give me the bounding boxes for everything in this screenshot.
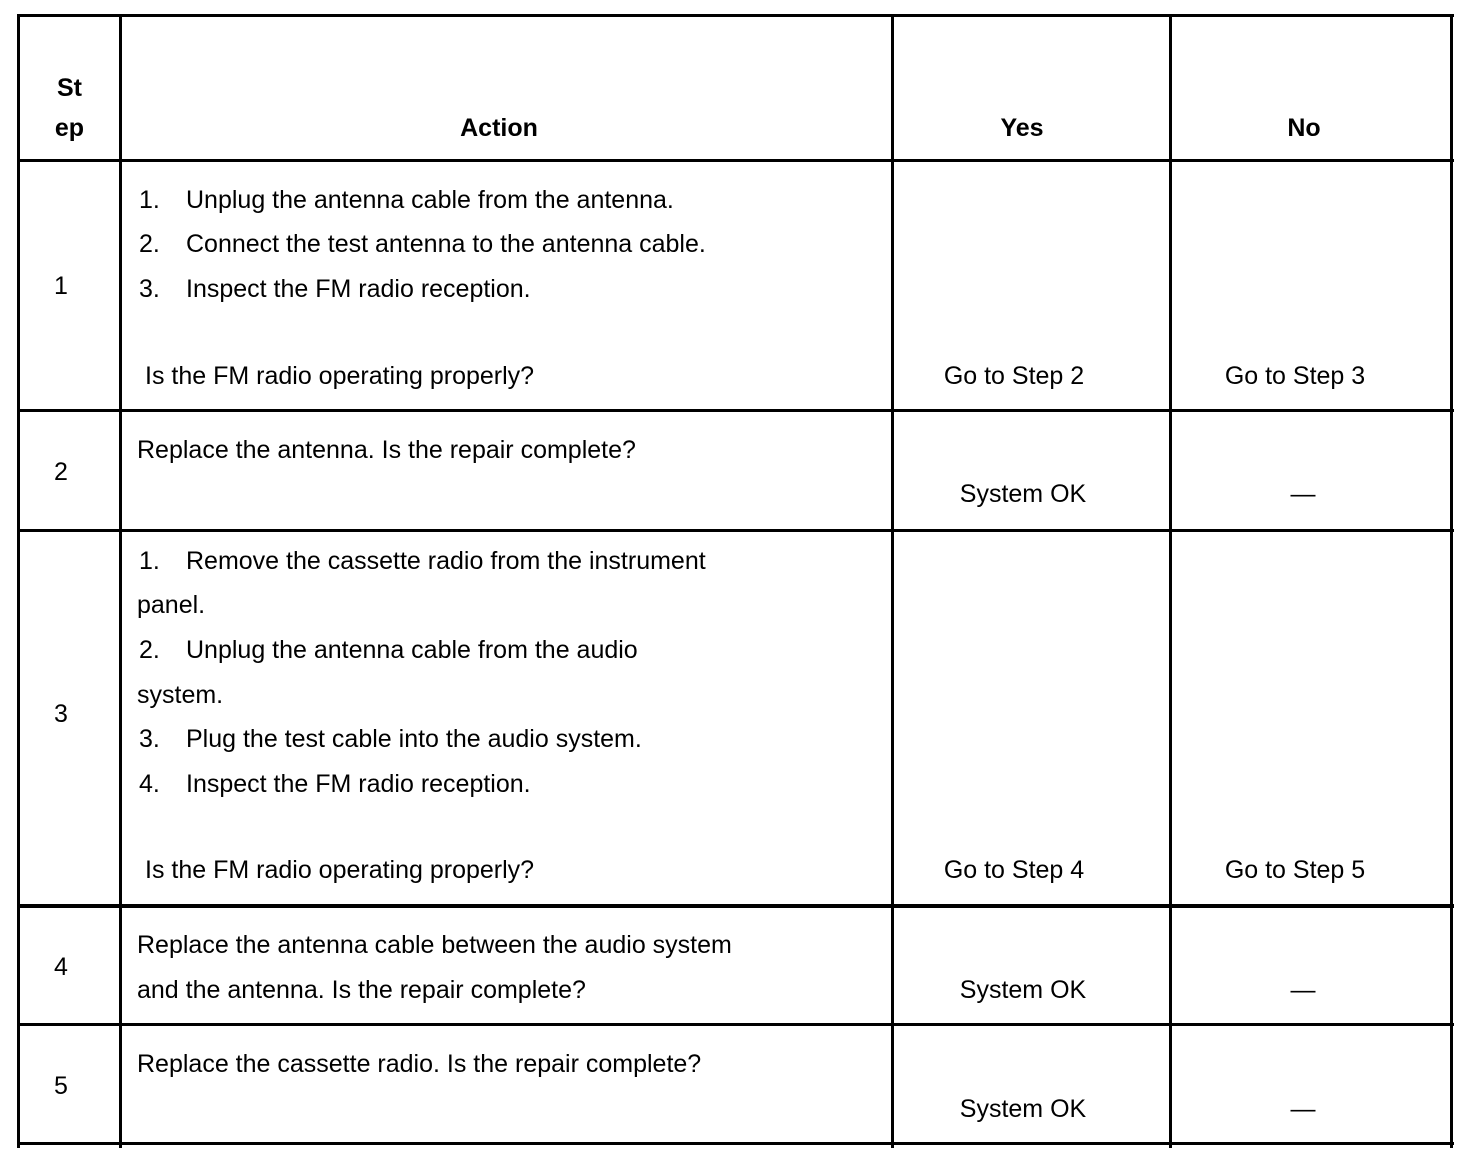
no-result: — — [1290, 480, 1316, 508]
header-step-line2: ep — [54, 114, 85, 142]
action-line: and the antenna. Is the repair complete? — [137, 976, 586, 1004]
yes-result: System OK — [959, 976, 1087, 1004]
row-divider — [17, 159, 1454, 162]
column-divider — [1450, 14, 1453, 1148]
step-number: 5 — [54, 1072, 68, 1100]
list-number: 1. — [139, 547, 160, 575]
list-number: 3. — [139, 725, 160, 753]
row-divider — [17, 904, 1454, 908]
step-number: 4 — [54, 953, 68, 981]
action-line: Replace the cassette radio. Is the repair complete? — [137, 1050, 702, 1078]
row-divider — [17, 14, 1454, 17]
action-line: Replace the antenna. Is the repair complete? — [137, 436, 636, 464]
list-number: 2. — [139, 636, 160, 664]
step-number: 3 — [54, 700, 68, 728]
header-action: Action — [460, 114, 538, 142]
yes-result: Go to Step 4 — [943, 856, 1085, 884]
no-result: — — [1290, 976, 1316, 1004]
list-number: 2. — [139, 230, 160, 258]
row-divider — [17, 1142, 1454, 1145]
header-yes: Yes — [1000, 114, 1044, 142]
list-number: 1. — [139, 186, 160, 214]
action-question: Is the FM radio operating properly? — [145, 856, 535, 884]
row-divider — [17, 1023, 1454, 1026]
list-number: 4. — [139, 770, 160, 798]
step-number: 1 — [54, 272, 68, 300]
yes-result: Go to Step 2 — [943, 362, 1085, 390]
no-result: Go to Step 5 — [1224, 856, 1366, 884]
action-line: Remove the cassette radio from the instrument — [186, 547, 706, 575]
action-line: Inspect the FM radio reception. — [186, 275, 531, 303]
action-line: Connect the test antenna to the antenna cable. — [186, 230, 706, 258]
action-line: panel. — [137, 591, 206, 619]
action-question: Is the FM radio operating properly? — [145, 362, 535, 390]
action-line: Plug the test cable into the audio system. — [186, 725, 642, 753]
action-line: system. — [137, 681, 224, 709]
yes-result: System OK — [959, 1095, 1087, 1123]
action-line: Unplug the antenna cable from the antenna. — [186, 186, 674, 214]
row-divider — [17, 409, 1454, 412]
column-divider — [119, 14, 122, 1148]
list-number: 3. — [139, 275, 160, 303]
action-line: Inspect the FM radio reception. — [186, 770, 531, 798]
no-result: — — [1290, 1095, 1316, 1123]
header-step-line1: St — [57, 74, 82, 102]
step-number: 2 — [54, 458, 68, 486]
row-divider — [17, 529, 1454, 532]
action-line: Unplug the antenna cable from the audio — [186, 636, 638, 664]
header-no: No — [1287, 114, 1321, 142]
no-result: Go to Step 3 — [1224, 362, 1366, 390]
action-line: Replace the antenna cable between the audio system — [137, 931, 732, 959]
yes-result: System OK — [959, 480, 1087, 508]
